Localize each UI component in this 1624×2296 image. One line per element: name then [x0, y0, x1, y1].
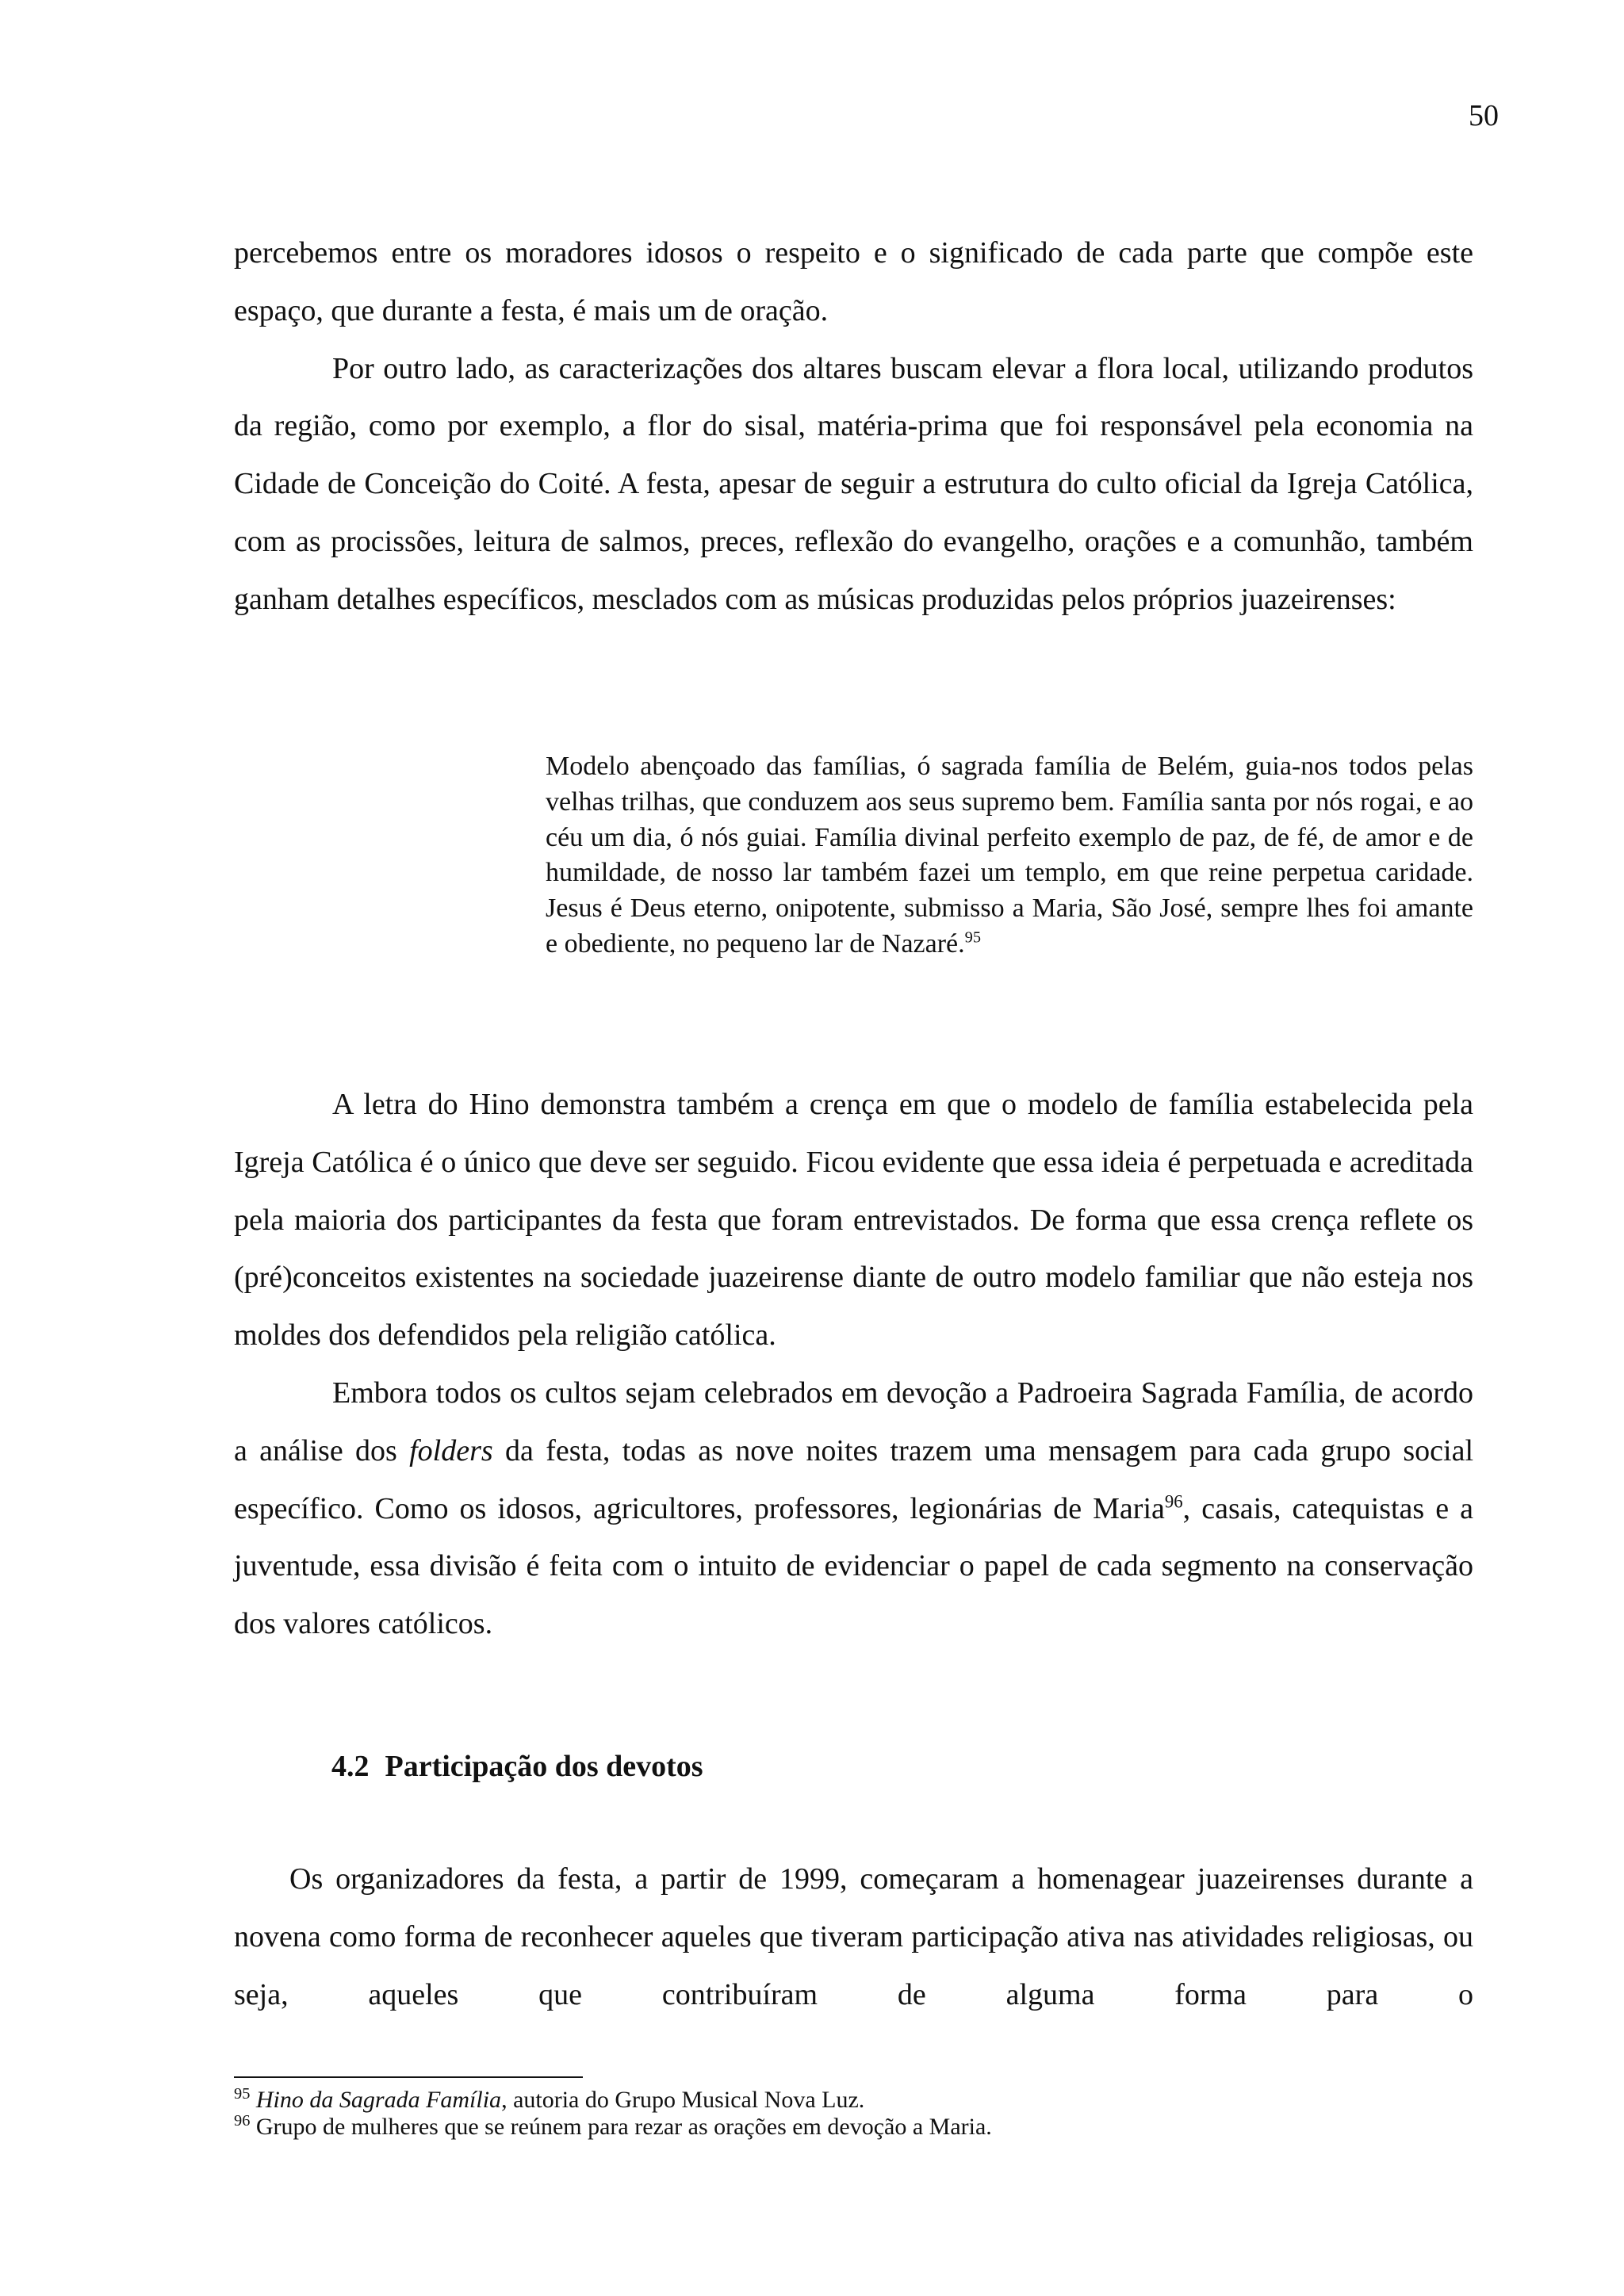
footnote-ref-96: 96	[1164, 1490, 1183, 1511]
footnote-ref-95: 95	[964, 928, 982, 947]
body-text-block-1	[234, 224, 1473, 629]
paragraph: percebemos entre os moradores idosos o respeito e o significado de cada parte que compõe este espaço, que durante a festa, é mais um de oração.	[234, 236, 1473, 327]
paragraph: Os organizadores da festa, a partir de 1999, começaram a homenagear juazeirenses durante a novena como forma de reconhecer aqueles que tiveram participação ativa nas atividades religiosas, ou seja, aqueles que contribuíram de alguma forma para o	[234, 1862, 1473, 2011]
quote-body: Modelo abençoado das famílias, ó sagrada família de Belém, guia-nos todos pelas velhas trilhas, que conduzem aos seus supremo bem. Família santa por nós rogai, e ao céu um dia, ó nós guiai. Família divinal perfeito exemplo de paz, de fé, de amor e de humildade, de nosso lar também fazei um templo, em que reine perpetua caridade. Jesus é Deus eterno, onipotente, submisso a Maria, São José, sempre lhes foi amante e obediente, no pequeno lar de Nazaré.	[546, 752, 1473, 959]
footnote-separator	[234, 2076, 583, 2078]
footnote-number: 95	[234, 2085, 251, 2103]
page-number: 50	[1469, 99, 1499, 132]
footnote	[234, 2087, 1473, 2114]
body-text-block-2	[234, 1076, 1473, 1653]
footnote-number: 96	[234, 2112, 251, 2130]
paragraph-text: da festa, todas as nove noites trazem uma mensagem para cada grupo social específico. Como os idosos, agricultores, professores, legionárias de Maria	[234, 1433, 1474, 1525]
section-number: 4.2	[331, 1750, 370, 1783]
section-heading	[331, 1747, 703, 1785]
paragraph: A letra do Hino demonstra também a crença em que o modelo de família estabelecida pela Igreja Católica é o único que deve ser seguido. Ficou evidente que essa ideia é perpetuada e acreditada pela maioria dos participantes da festa que foram entrevistados. De forma que essa crença reflete os (pré)conceitos existentes na sociedade juazeirense diante de outro modelo familiar que não esteja nos moldes dos defendidos pela religião católica.	[234, 1088, 1473, 1353]
italic-term: folders	[409, 1433, 493, 1468]
footnotes	[234, 2087, 1473, 2141]
quote-text	[546, 749, 1473, 962]
paragraph: Por outro lado, as caracterizações dos altares buscam elevar a flora local, utilizando produtos da região, como por exemplo, a flor do sisal, matéria-prima que foi responsável pela economia na Cidade de Conceição do Coité. A festa, apesar de seguir a estrutura do culto oficial da Igreja Católica, com as procissões, leitura de salmos, preces, reflexão do evangelho, orações e a comunhão, também ganham detalhes específicos, mesclados com as músicas produzidas pelos próprios juazeirenses:	[234, 351, 1473, 616]
paragraph-text: Embora todos os cultos sejam celebrados em devoção a Padroeira Sagrada Família, de acordo a análise dos	[234, 1376, 1473, 1468]
section-title: Participação dos devotos	[385, 1750, 703, 1783]
footnote-text: Grupo de mulheres que se reúnem para rezar as orações em devoção a Maria.	[250, 2114, 992, 2140]
footnote-text: , autoria do Grupo Musical Nova Luz.	[501, 2087, 865, 2113]
footnote-italic: Hino da Sagrada Família	[255, 2087, 502, 2113]
footnote	[234, 2114, 1473, 2141]
paragraph-text: , casais, catequistas e a juventude, essa divisão é feita com o intuito de evidenciar o papel de cada segmento na conservação dos valores católicos.	[234, 1491, 1473, 1641]
block-quote	[546, 749, 1473, 962]
body-text-block-3	[234, 1850, 1473, 2023]
paragraph	[234, 1364, 1473, 1653]
